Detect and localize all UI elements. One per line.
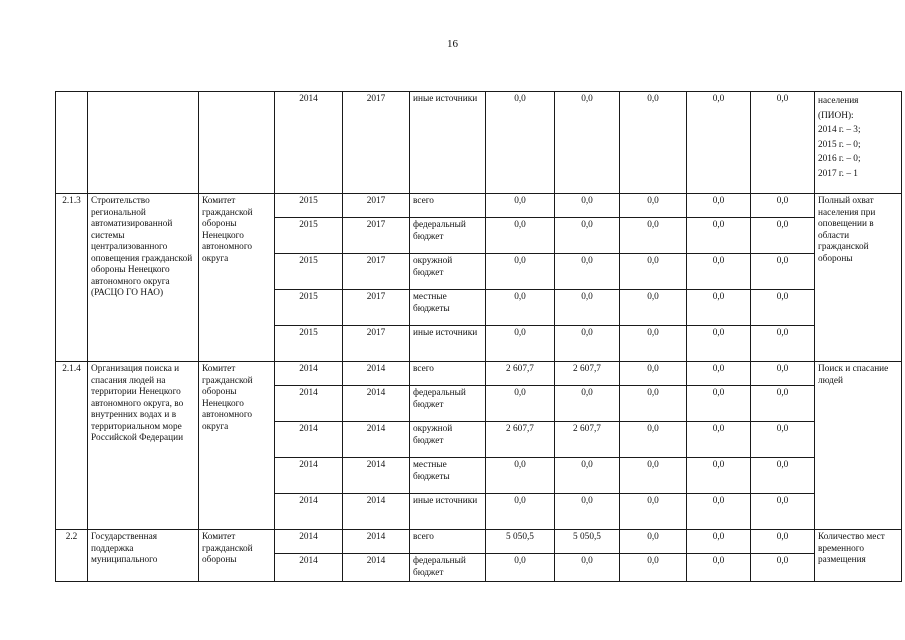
section-name: Строительство региональной автоматизированной системы централизованного оповещения гражданской обороны Ненецкого автономного округа (РАСЦО ГО НАО) (88, 194, 199, 362)
start-year-cell: 2014 (275, 494, 343, 530)
amount-cell-3: 0,0 (620, 458, 687, 494)
amount-cell-1: 0,0 (486, 194, 555, 218)
amount-cell-5: 0,0 (751, 254, 815, 290)
amount-cell-3: 0,0 (620, 422, 687, 458)
start-year-cell: 2015 (275, 290, 343, 326)
amount-cell-3: 0,0 (620, 254, 687, 290)
result-line: 2016 г. – 0; (818, 154, 861, 164)
amount-cell-4: 0,0 (687, 326, 751, 362)
amount-cell-3: 0,0 (620, 554, 687, 582)
amount-cell-1: 5 050,5 (486, 530, 555, 554)
amount-cell-5: 0,0 (751, 386, 815, 422)
result-line: 2015 г. – 0; (818, 139, 861, 150)
table-row (56, 362, 902, 386)
funding-source-cell: иные источники (410, 494, 486, 530)
amount-cell-4: 0,0 (687, 422, 751, 458)
result-line: 2017 г. – 1 (818, 168, 858, 179)
section-number: 2.1.3 (56, 194, 88, 362)
amount-cell-2: 2 607,7 (555, 422, 620, 458)
section-name: Организация поиска и спасания людей на территории Ненецкого автономного округа, во внутренних водах и в территориальном море Российской Федерации (88, 362, 199, 530)
num-cell (56, 92, 88, 194)
amount-cell-3: 0,0 (620, 494, 687, 530)
program-table (55, 91, 902, 582)
amount-cell-5: 0,0 (751, 362, 815, 386)
funding-source-cell: федеральный бюджет (410, 218, 486, 254)
amount-cell-2: 0,0 (555, 386, 620, 422)
amount-cell-1: 0,0 (486, 458, 555, 494)
end-year-cell: 2014 (343, 422, 410, 458)
result-line: (ПИОН): (818, 110, 854, 121)
end-year-cell: 2014 (343, 362, 410, 386)
amount-cell-4: 0,0 (687, 290, 751, 326)
start-year-cell: 2014 (275, 458, 343, 494)
amount-cell-3: 0,0 (620, 386, 687, 422)
amount-cell-5: 0,0 (751, 530, 815, 554)
funding-source-cell: всего (410, 362, 486, 386)
end-year-cell: 2017 (343, 92, 410, 194)
continuation-row (56, 92, 902, 194)
amount-cell-2: 2 607,7 (555, 362, 620, 386)
page-number: 16 (447, 38, 458, 50)
amount-cell-2: 5 050,5 (555, 530, 620, 554)
end-year-cell: 2014 (343, 386, 410, 422)
start-year-cell: 2014 (275, 530, 343, 554)
start-year-cell: 2015 (275, 218, 343, 254)
end-year-cell: 2017 (343, 218, 410, 254)
amount-cell-5: 0,0 (751, 92, 815, 194)
section-result: Полный охват населения при оповещении в области гражданской обороны (815, 194, 902, 362)
section-executor: Комитет гражданской обороны Ненецкого автономного округа (199, 362, 275, 530)
amount-cell-4: 0,0 (687, 194, 751, 218)
end-year-cell: 2014 (343, 530, 410, 554)
start-year-cell: 2014 (275, 92, 343, 194)
start-year-cell: 2014 (275, 422, 343, 458)
amount-cell-3: 0,0 (620, 194, 687, 218)
table-row (56, 194, 902, 218)
section-result: Поиск и спасание людей (815, 362, 902, 530)
funding-source-cell: окружной бюджет (410, 254, 486, 290)
result-line: населения (818, 96, 859, 106)
start-year-cell: 2014 (275, 386, 343, 422)
table-row (56, 530, 902, 554)
funding-source-cell: окружной бюджет (410, 422, 486, 458)
amount-cell-1: 2 607,7 (486, 422, 555, 458)
end-year-cell: 2014 (343, 554, 410, 582)
amount-cell-5: 0,0 (751, 194, 815, 218)
amount-cell-5: 0,0 (751, 458, 815, 494)
funding-source-cell: всего (410, 194, 486, 218)
amount-cell-3: 0,0 (620, 326, 687, 362)
funding-source-cell: иные источники (410, 92, 486, 194)
end-year-cell: 2017 (343, 254, 410, 290)
result-line: 2014 г. – 3; (818, 125, 861, 135)
amount-cell-1: 0,0 (486, 494, 555, 530)
section-number: 2.2 (56, 530, 88, 582)
amount-cell-3: 0,0 (620, 218, 687, 254)
amount-cell-1: 0,0 (486, 290, 555, 326)
amount-cell-4: 0,0 (687, 92, 751, 194)
funding-source-cell: местные бюджеты (410, 458, 486, 494)
amount-cell-4: 0,0 (687, 458, 751, 494)
amount-cell-5: 0,0 (751, 218, 815, 254)
end-year-cell: 2017 (343, 326, 410, 362)
funding-source-cell: местные бюджеты (410, 290, 486, 326)
start-year-cell: 2015 (275, 326, 343, 362)
amount-cell-5: 0,0 (751, 290, 815, 326)
amount-cell-2: 0,0 (555, 254, 620, 290)
amount-cell-4: 0,0 (687, 218, 751, 254)
start-year-cell: 2015 (275, 254, 343, 290)
section-name: Государственная поддержка муниципального (88, 530, 199, 582)
start-year-cell: 2014 (275, 362, 343, 386)
amount-cell-1: 0,0 (486, 326, 555, 362)
amount-cell-2: 0,0 (555, 458, 620, 494)
amount-cell-2: 0,0 (555, 554, 620, 582)
section-executor: Комитет гражданской обороны Ненецкого автономного округа (199, 194, 275, 362)
amount-cell-3: 0,0 (620, 362, 687, 386)
funding-source-cell: федеральный бюджет (410, 386, 486, 422)
end-year-cell: 2017 (343, 290, 410, 326)
table-body (56, 92, 902, 582)
amount-cell-4: 0,0 (687, 530, 751, 554)
amount-cell-1: 0,0 (486, 386, 555, 422)
amount-cell-4: 0,0 (687, 386, 751, 422)
amount-cell-1: 0,0 (486, 554, 555, 582)
amount-cell-3: 0,0 (620, 530, 687, 554)
amount-cell-2: 0,0 (555, 218, 620, 254)
exec-cell (199, 92, 275, 194)
amount-cell-4: 0,0 (687, 494, 751, 530)
section-result: Количество мест временного размещения (815, 530, 902, 582)
amount-cell-1: 0,0 (486, 218, 555, 254)
amount-cell-1: 0,0 (486, 254, 555, 290)
end-year-cell: 2014 (343, 458, 410, 494)
funding-source-cell: иные источники (410, 326, 486, 362)
start-year-cell: 2014 (275, 554, 343, 582)
amount-cell-4: 0,0 (687, 554, 751, 582)
amount-cell-4: 0,0 (687, 254, 751, 290)
amount-cell-5: 0,0 (751, 554, 815, 582)
funding-source-cell: всего (410, 530, 486, 554)
amount-cell-5: 0,0 (751, 326, 815, 362)
end-year-cell: 2017 (343, 194, 410, 218)
section-executor: Комитет гражданской обороны (199, 530, 275, 582)
amount-cell-3: 0,0 (620, 92, 687, 194)
name-cell (88, 92, 199, 194)
start-year-cell: 2015 (275, 194, 343, 218)
amount-cell-2: 0,0 (555, 290, 620, 326)
end-year-cell: 2014 (343, 494, 410, 530)
amount-cell-5: 0,0 (751, 422, 815, 458)
amount-cell-2: 0,0 (555, 92, 620, 194)
amount-cell-5: 0,0 (751, 494, 815, 530)
amount-cell-2: 0,0 (555, 194, 620, 218)
amount-cell-4: 0,0 (687, 362, 751, 386)
amount-cell-3: 0,0 (620, 290, 687, 326)
amount-cell-2: 0,0 (555, 326, 620, 362)
amount-cell-2: 0,0 (555, 494, 620, 530)
section-number: 2.1.4 (56, 362, 88, 530)
result-cell (815, 92, 902, 194)
funding-source-cell: федеральный бюджет (410, 554, 486, 582)
amount-cell-1: 0,0 (486, 92, 555, 194)
amount-cell-1: 2 607,7 (486, 362, 555, 386)
